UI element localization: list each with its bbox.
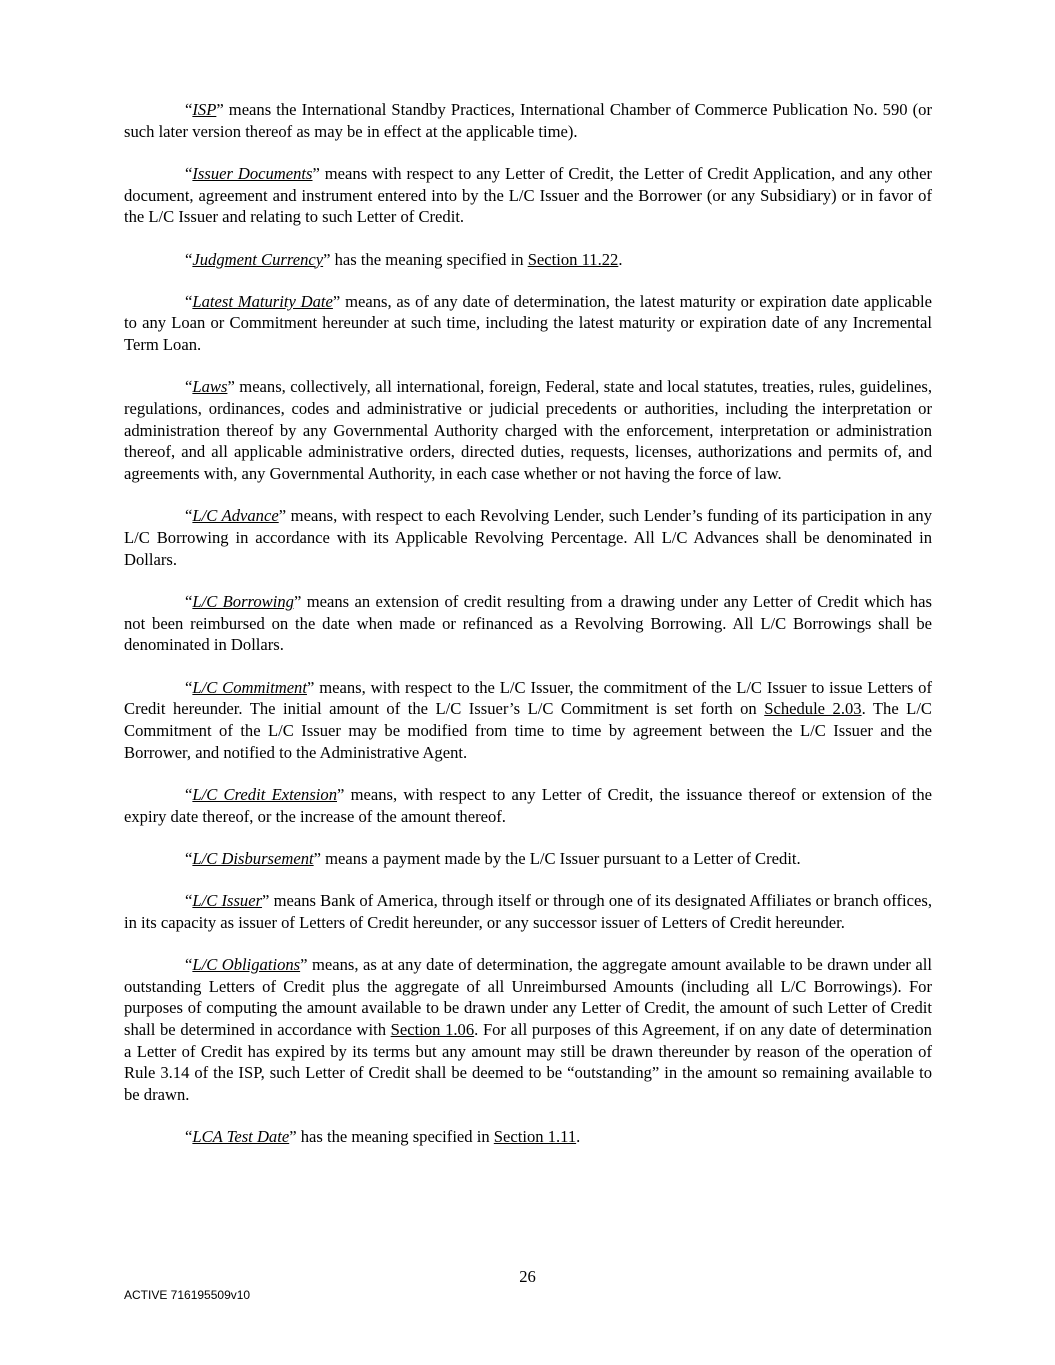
defined-term: L/C Issuer [192, 890, 263, 910]
defined-term: L/C Credit Extension [192, 784, 338, 804]
section-reference: Section 11.22 [527, 249, 619, 269]
defined-term: L/C Commitment [192, 677, 307, 697]
definition-lc-disbursement: “L/C Disbursement” means a payment made by the L/C Issuer pursuant to a Letter of Credit. [185, 848, 801, 868]
definition-lc-advance: “L/C Advance” means, with respect to each Revolving Lender, such Lender’s funding of its participation in any L/C Borrowing in accordance with its Applicable Revolving Percentage. All L/C Advances shall be denominated in Dollars. [124, 506, 932, 569]
defined-term: L/C Disbursement [192, 848, 314, 868]
definition-text: ” means Bank of America, through itself or through one of its designated Affiliates or branch offices, in its capacity as issuer of Letters of Credit hereunder, or any successor issuer of Letters of Credit hereunder. [124, 890, 932, 932]
definition-text: ” means, as at any date of determination, the aggregate amount available to be drawn under all outstanding Letters of Credit plus the aggregate of all Unreimbursed Amounts (including all L/C Borrowings). For purposes of computing the amount available to be drawn under any Letter of Credit, the amount of such Letter of Credit shall be determined in accordance with [124, 954, 932, 1039]
definition-text: ” means, as of any date of determination, the latest maturity or expiration date applicable to any Loan or Commitment hereunder at such time, including the latest maturity or expiration date of any Incremental Term Loan. [124, 291, 932, 355]
defined-term: L/C Advance [192, 506, 279, 526]
defined-term: LCA Test Date [192, 1127, 290, 1147]
defined-term: Laws [192, 377, 228, 397]
schedule-reference: Schedule 2.03 [764, 699, 862, 719]
definition-text: ” means, collectively, all international, foreign, Federal, state and local statutes, treaties, rules, guidelines, regulations, ordinances, codes and administrative or judicial precedents or authorities, including the interpretation or administration thereof by any Governmental Authority charged with the enforcement, interpretation or administration thereof, and all applicable administrative orders, directed duties, requests, licenses, authorizations and permits of, and agreements with, any Governmental Authority, in each case whether or not having the force of law. [124, 377, 932, 484]
definition-text: ” means the International Standby Practices, International Chamber of Commerce Publication No. 590 (or such later version thereof as may be in effect at the applicable time). [124, 100, 932, 141]
defined-term: Issuer Documents [192, 163, 313, 183]
definition-judgment-currency: “Judgment Currency” has the meaning specified in Section 11.22. [185, 249, 623, 269]
definition-lc-obligations: “L/C Obligations” means, as at any date of determination, the aggregate amount available to be drawn under all outstanding Letters of Credit plus the aggregate of all Unreimbursed Amounts (including all L/C Borrowings). For purposes of computing the amount available to be drawn under any Letter of Credit, the amount of such Letter of Credit shall be determined in accordance with Section 1.06. For all purposes of this Agreement, if on any date of determination a Letter of Credit has expired by its terms but any amount may still be drawn thereunder by reason of the operation of Rule 3.14 of the ISP, such Letter of Credit shall be deemed to be “outstanding” in the amount so remaining available to be drawn. [124, 954, 932, 1105]
definition-text: ” means an extension of credit resulting from a drawing under any Letter of Credit which has not been reimbursed on the date when made or refinanced as a Revolving Borrowing. All L/C Borrowings shall be denominated in Dollars. [124, 591, 932, 655]
document-body [124, 99, 932, 1169]
definition-text: ” means, with respect to each Revolving Lender, such Lender’s funding of its participation in any L/C Borrowing in accordance with its Applicable Revolving Percentage. All L/C Advances shall be denominated in Dollars. [124, 506, 932, 569]
definition-text: ” means a payment made by the L/C Issuer pursuant to a Letter of Credit. [313, 848, 801, 868]
definition-text-end: . [618, 249, 623, 269]
defined-term: Latest Maturity Date [192, 291, 333, 311]
definition-text: ” has the meaning specified in [289, 1127, 494, 1147]
definition-lc-borrowing: “L/C Borrowing” means an extension of credit resulting from a drawing under any Letter of Credit which has not been reimbursed on the date when made or refinanced as a Revolving Borrowing. All L/C Borrowings shall be denominated in Dollars. [124, 591, 932, 655]
definition-text: ” means with respect to any Letter of Credit, the Letter of Credit Application, and any other document, agreement and instrument entered into by the L/C Issuer and the Borrower (or any Subsidiary) or in favor of the L/C Issuer and relating to such Letter of Credit. [124, 163, 932, 227]
defined-term: L/C Obligations [192, 954, 301, 974]
defined-term: ISP [192, 100, 217, 119]
definition-issuer-documents: “Issuer Documents” means with respect to any Letter of Credit, the Letter of Credit Application, and any other document, agreement and instrument entered into by the L/C Issuer and the Borrower (or any Subsidiary) or in favor of the L/C Issuer and relating to such Letter of Credit. [124, 163, 932, 227]
definition-text: ” has the meaning specified in [323, 249, 528, 269]
definition-text: ” means, with respect to any Letter of Credit, the issuance thereof or extension of the expiry date thereof, or the increase of the amount thereof. [124, 784, 933, 826]
definition-text-end: . The L/C Commitment of the L/C Issuer may be modified from time to time by agreement between the L/C Issuer and the Borrower, and notified to the Administrative Agent. [124, 699, 933, 762]
definition-text-end: . For all purposes of this Agreement, if on any date of determination a Letter of Credit has expired by its terms but any amount may still be drawn thereunder by reason of the operation of Rule 3.14 of the ISP, such Letter of Credit shall be deemed to be “outstanding” in the amount so remaining available to be drawn. [124, 1020, 932, 1105]
section-reference: Section 1.06 [390, 1020, 475, 1039]
document-id: ACTIVE 716195509v10 [124, 1288, 251, 1302]
definition-laws: “Laws” means, collectively, all international, foreign, Federal, state and local statutes, treaties, rules, guidelines, regulations, ordinances, codes and administrative or judicial precedents or authorities, including the interpretation or administration thereof by any Governmental Authority charged with the enforcement, interpretation or administration thereof, and all applicable administrative orders, directed duties, requests, licenses, authorizations and permits of, and agreements with, any Governmental Authority, in each case whether or not having the force of law. [124, 377, 932, 484]
defined-term: Judgment Currency [192, 249, 324, 269]
definition-text: ” means, with respect to the L/C Issuer, the commitment of the L/C Issuer to issue Letters of Credit hereunder. The initial amount of the L/C Issuer’s L/C Commitment is set forth on [124, 677, 932, 719]
definition-text-end: . [576, 1127, 581, 1147]
definition-lc-commitment: “L/C Commitment” means, with respect to the L/C Issuer, the commitment of the L/C Issuer to issue Letters of Credit hereunder. The initial amount of the L/C Issuer’s L/C Commitment is set forth on Schedule 2.03. The L/C Commitment of the L/C Issuer may be modified from time to time by agreement between the L/C Issuer and the Borrower, and notified to the Administrative Agent. [124, 677, 933, 762]
definition-isp: “ISP” means the International Standby Practices, International Chamber of Commerce Publication No. 590 (or such later version thereof as may be in effect at the applicable time). [124, 100, 932, 141]
page-number: 26 [519, 1267, 536, 1286]
definition-lc-credit-extension: “L/C Credit Extension” means, with respect to any Letter of Credit, the issuance thereof or extension of the expiry date thereof, or the increase of the amount thereof. [124, 784, 933, 826]
definition-lc-issuer: “L/C Issuer” means Bank of America, through itself or through one of its designated Affiliates or branch offices, in its capacity as issuer of Letters of Credit hereunder, or any successor issuer of Letters of Credit hereunder. [124, 890, 932, 932]
definition-latest-maturity-date: “Latest Maturity Date” means, as of any date of determination, the latest maturity or expiration date applicable to any Loan or Commitment hereunder at such time, including the latest maturity or expiration date of any Incremental Term Loan. [124, 291, 932, 355]
section-reference: Section 1.11 [493, 1127, 577, 1147]
defined-term: L/C Borrowing [192, 591, 294, 611]
definition-lca-test-date: “LCA Test Date” has the meaning specified in Section 1.11. [185, 1127, 581, 1147]
